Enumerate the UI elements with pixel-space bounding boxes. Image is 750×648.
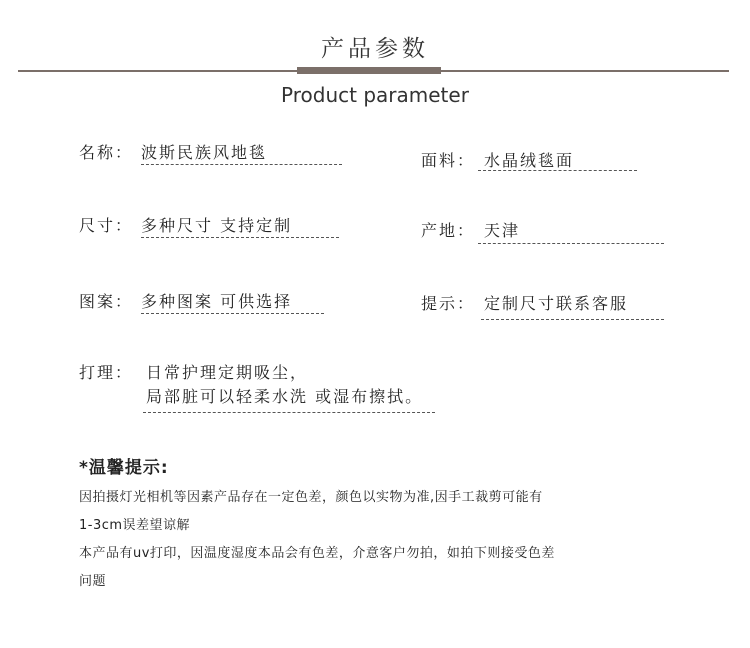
param-fabric-label: 面料： — [421, 151, 476, 170]
page-title: 产品参数 — [321, 36, 429, 62]
param-name-value: 波斯民族风地毯 — [141, 143, 268, 162]
param-pattern-label: 图案： — [79, 292, 134, 311]
param-care-line2: 局部脏可以轻柔水洗 或湿布擦拭。 — [146, 387, 424, 406]
param-origin-label: 产地： — [421, 221, 476, 240]
param-origin-underline — [478, 243, 664, 244]
param-fabric-underline — [478, 170, 637, 171]
param-origin-value: 天津 — [484, 221, 521, 240]
param-pattern-value: 多种图案 可供选择 — [141, 292, 293, 311]
param-hint-underline — [481, 319, 664, 320]
param-hint-value: 定制尺寸联系客服 — [484, 294, 629, 313]
param-hint-label: 提示： — [421, 294, 476, 313]
param-size-value: 多种尺寸 支持定制 — [141, 216, 293, 235]
param-care-line1: 日常护理定期吸尘， — [146, 363, 309, 382]
tips-line: 1-3cm误差望谅解 — [79, 518, 191, 533]
title-divider-accent — [297, 67, 441, 74]
param-size-underline — [141, 237, 339, 238]
tips-line: 因拍摄灯光相机等因素产品存在一定色差，颜色以实物为准,因手工裁剪可能有 — [79, 490, 543, 505]
tips-line: 本产品有uv打印，因温度湿度本品会有色差，介意客户勿拍，如拍下则接受色差 — [79, 546, 555, 561]
param-name-label: 名称： — [79, 143, 134, 162]
param-fabric-value: 水晶绒毯面 — [484, 151, 575, 170]
tips-title: *温馨提示: — [79, 458, 169, 478]
tips-line: 问题 — [79, 574, 107, 589]
param-name-underline — [141, 164, 342, 165]
page-subtitle: Product parameter — [281, 83, 469, 107]
param-size-label: 尺寸： — [79, 216, 134, 235]
param-care-label: 打理： — [79, 363, 134, 382]
param-pattern-underline — [141, 313, 324, 314]
param-care-underline — [143, 412, 435, 413]
